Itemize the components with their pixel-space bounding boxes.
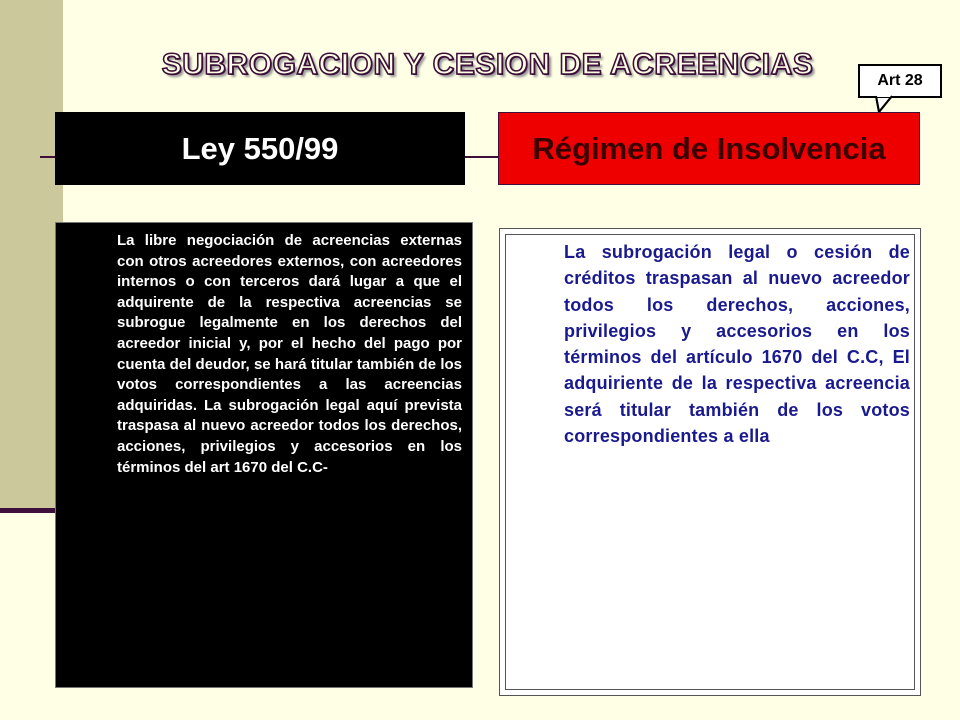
connector-line-middle: [465, 156, 498, 158]
law-text: La libre negociación de acreencias externas con otros acreedores externos, con acreedores internos o con terceros dará lugar a que el adquirente de la respectiva acreencias se subrogue legalmente en los derechos del acreedor inicial y, por el hecho del pago por cuenta del deudor, se hará titular también de los votos correspondientes a las acreencias adquiridas. La subrogación legal aquí prevista traspasa al nuevo acreedor todos los derechos, acciones, privilegios y accesorios en los términos del art 1670 del C.C-: [117, 232, 462, 476]
insolvency-header-label: Régimen de Insolvencia: [532, 130, 886, 166]
article-callout-label: Art 28: [877, 72, 923, 89]
article-callout: [858, 64, 942, 98]
law-text-box: [55, 222, 473, 688]
slide-title: SUBROGACION Y CESION DE ACREENCIAS: [161, 48, 814, 81]
insolvency-text: La subrogación legal o cesión de créditos traspasan al nuevo acreedor todos los derechos, acciones, privilegios y accesorios en los términos del artículo 1670 del C.C, El adquiriente de la respectiva acreencia será titular también de los votos correspondientes a ella: [564, 242, 910, 447]
insolvency-text-box: [499, 228, 921, 696]
divider-rule: [0, 508, 62, 513]
law-header-label: Ley 550/99: [181, 130, 339, 166]
law-header: [55, 112, 465, 185]
insolvency-header: [498, 112, 920, 185]
